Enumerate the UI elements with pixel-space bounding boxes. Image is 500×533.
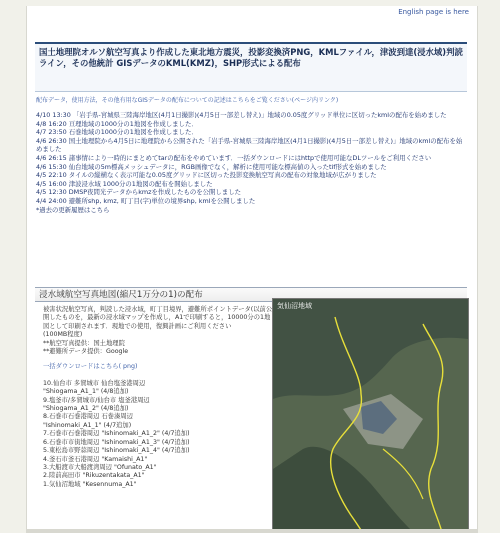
download-all-link[interactable]: 一括ダウンロードはこちら( png) <box>43 363 138 371</box>
page-title: 国土地理院オルソ航空写真より作成した東北地方震災，投影変換済PNG，KMLファイル，津波到達(浸水域)判読ライン，その他統計 GISデータのKML(KMZ)，SHP形式による配布 <box>39 47 463 68</box>
map-item[interactable]: "Shiogama_A1_2" (4/8追加) <box>43 405 129 413</box>
section-heading: 浸水域航空写真地図(縮尺1万分の1)の配布 <box>35 287 467 302</box>
credit-photo: **航空写真提供：国土地理院 <box>43 339 125 347</box>
map-item[interactable]: 7.石巻市石巻港周辺 "Ishinomaki_A1_2" (4/7追加) <box>43 430 190 438</box>
map-item[interactable]: 8.石巻市石巻港周辺 石巻湊周辺 <box>43 413 133 421</box>
map-label: 気仙沼地域 <box>277 302 312 310</box>
news-item: 4/5 22:10 タイルの縦横なく表示可能な0.05度グリッドに区切った投影変換航空写真の配布の対象地域が広がりました <box>36 171 377 180</box>
news-item: 4/6 15:30 仙台地域の5m標高メッシュデータに，RGB画像でなく，解析に使用可能な標高値の入ったtif形式を始めました <box>36 162 387 171</box>
news-item: 4/7 23:50 石巻地域の1000分の1地図を作成しました． <box>36 128 198 137</box>
page-title-banner <box>35 42 467 92</box>
page <box>26 6 478 533</box>
news-item: 4/5 16:00 津波浸水域 1000分の1地図の配布を開始しました <box>36 179 213 188</box>
map-item[interactable]: 9.塩釜市/多賀城市/仙台市 塩釜港周辺 <box>43 396 150 404</box>
news-item: 4/10 13:30 「岩手県-宮城県三陸海岸地区(4月1日撮影)(4月5日一部差し替え)」地域の0.05度グリッド単位に区切ったkmlの配布を始めました <box>36 111 447 119</box>
news-item: 4/4 24:00 避難所shp, kmz, 町丁目(字)単位の境界shp, kmlを公開しました <box>36 196 256 205</box>
intro-text: 被害状況航空写真，判読した浸水域，町丁目境界，避難所ポイントデータ(以前公開したものを，最新の浸水域マップを作成し，A1で印刷すると，10000分の1地図として印刷されます．現地での使用，復興計画にご利用ください <box>43 306 273 330</box>
news-item: 4/6 26:30 国土地理院から4月5日に地理院から公開された「岩手県-宮城県三陸海岸地区(4月1日撮影)(4月5日一部差し替え)」地域のkmlの配布を始めました <box>36 136 463 154</box>
map-item[interactable]: 1.気仙沼地域 "Kesennuma_A1" <box>43 480 137 488</box>
map-item[interactable]: 3.大船渡市大船渡湾周辺 "Ofunato_A1" <box>43 463 157 471</box>
english-page-link[interactable]: English page is here <box>398 8 469 16</box>
map-item[interactable]: 10.仙台市 多賀城市 仙台塩釜港周辺 <box>43 379 146 387</box>
map-item[interactable]: 2.陸前高田市 "Rikuzentakata_A1" <box>43 472 145 480</box>
map-list <box>43 380 273 489</box>
news-item: 4/6 26:15 諸事情により一時的にまとめてtarの配布をやめています．一括ダウンロードにはhttpで使用可能なDLツールをご利用ください <box>36 153 432 162</box>
news-item: 4/5 12:30 DMSP夜間光データからkmzを作成したものを公開しました <box>36 188 241 197</box>
map-item[interactable]: 6.石巻市市街地周辺 "Ishinomaki_A1_3" (4/7追加) <box>43 438 190 446</box>
news-list <box>36 111 468 214</box>
map-item[interactable]: 4.釜石市釜石港周辺 "Kamaishi_A1" <box>43 455 148 463</box>
credit-shelter: **避難所データ提供：Google <box>43 348 129 356</box>
intro-pane <box>43 306 273 489</box>
map-item[interactable]: "Shiogama_A1_1" (4/8追加) <box>43 388 129 396</box>
aerial-map-image[interactable] <box>272 298 469 533</box>
aerial-map-graphic <box>273 299 468 533</box>
distribution-info-link[interactable]: 配布データ，使用方法，その他有用なGISデータの配布についての記述はこちらをご覧ください(ページ内リンク) <box>36 97 339 104</box>
past-updates-link[interactable]: *過去の更新履歴はこちら <box>36 205 110 214</box>
news-item: 4/8 16:20 亘理地域の1000分の1地図を作成しました． <box>36 119 198 128</box>
map-item[interactable]: "Ishinomaki_A1_1" (4/7追加) <box>43 421 132 429</box>
intro-size: (100MB程度) <box>43 331 83 339</box>
map-item[interactable]: 5.東松島市野蒜周辺 "Ishinomaki_A1_4" (4/7追加) <box>43 447 190 455</box>
horizontal-scrollbar[interactable] <box>27 529 477 533</box>
